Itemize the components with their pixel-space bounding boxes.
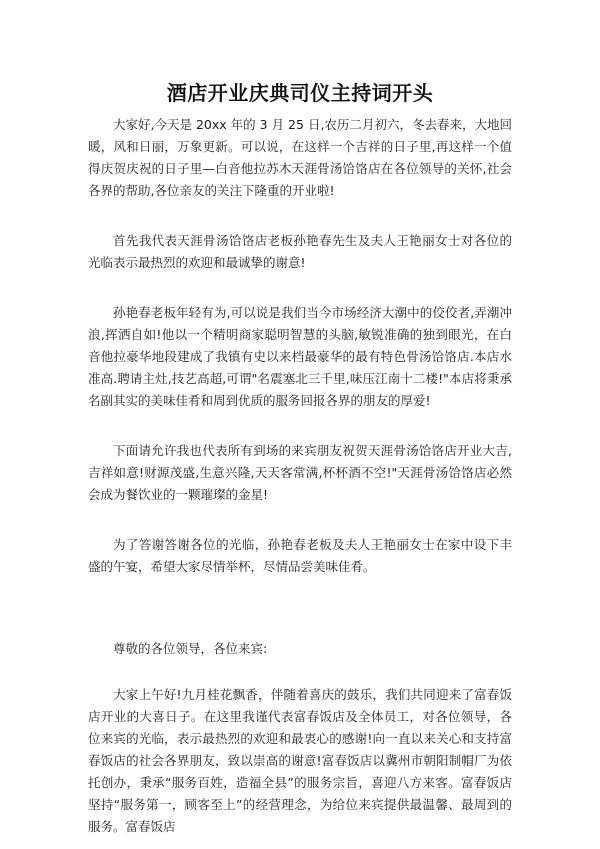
document-title: 酒店开业庆典司仪主持词开头 xyxy=(166,81,434,105)
banquet-paragraph: 为了答谢答谢各位的光临，孙艳春老板及夫人王艳丽女士在家中设下丰盛的午宴，希望大家尽情举杯，尽情品尝美味佳肴。 xyxy=(88,537,512,574)
salutation: 尊敬的各位领导，各位来宾: xyxy=(113,641,268,656)
opening-paragraph: 大家好,今天是 20xx 年的 3 月 25 日,农历二月初六，冬去春来，大地回暖，风和日丽，万象更新。可以说，在这样一个吉祥的日子里,再这样一个值得庆贺庆祝的日子里—白音他拉苏木天涯骨汤饸饹店在各位领导的关怀,社会各界的帮助,各位亲友的关注下隆重的开业啦! xyxy=(88,117,512,198)
owner-introduction-paragraph: 孙艳春老板年轻有为,可以说是我们当今市场经济大潮中的佼佼者,弄潮冲浪,挥洒自如!他以一个精明商家聪明智慧的头脑,敏锐准确的独到眼光，在白音他拉豪华地段建成了我镇有史以来档最豪华的最有特色骨汤饸饹店.本店水准高.聘请主灶,技艺高超,可谓"名震塞北三千里,味压江南十二楼!"本店将秉承名副其实的美味佳肴和周到优质的服务回报各界的朋友的厚爱! xyxy=(88,305,512,408)
welcome-paragraph: 首先我代表天涯骨汤饸饹店老板孙艳春先生及夫人王艳丽女士对各位的光临表示最热烈的欢迎和最诚挚的谢意! xyxy=(88,233,512,270)
congratulations-paragraph: 下面请允许我也代表所有到场的来宾朋友祝贺天涯骨汤饸饹店开业大吉,吉祥如意!财源茂盛,生意兴隆,天天客常满,杯杯酒不空!"天涯骨汤饸饹店必然会成为餐饮业的一颗璀璨的金星! xyxy=(88,443,512,502)
second-speech-paragraph: 大家上午好!九月桂花飘香，伴随着喜庆的鼓乐，我们共同迎来了富春饭店开业的大喜日子。在这里我谨代表富春饭店及全体员工，对各位领导，各位来宾的光临，表示最热烈的欢迎和最衷心的感谢!向一直以来关心和支持富春饭店的社会各界朋友，致以崇高的谢意!富春饭店以冀州市朝阳制帽厂为依托创办，秉承“服务百姓，造福全县”的服务宗旨，喜迎八方来客。富春饭店坚持“服务第一，顾客至上”的经营理念，为给位来宾提供最温馨、最周到的服务。富春饭店 xyxy=(88,687,512,834)
